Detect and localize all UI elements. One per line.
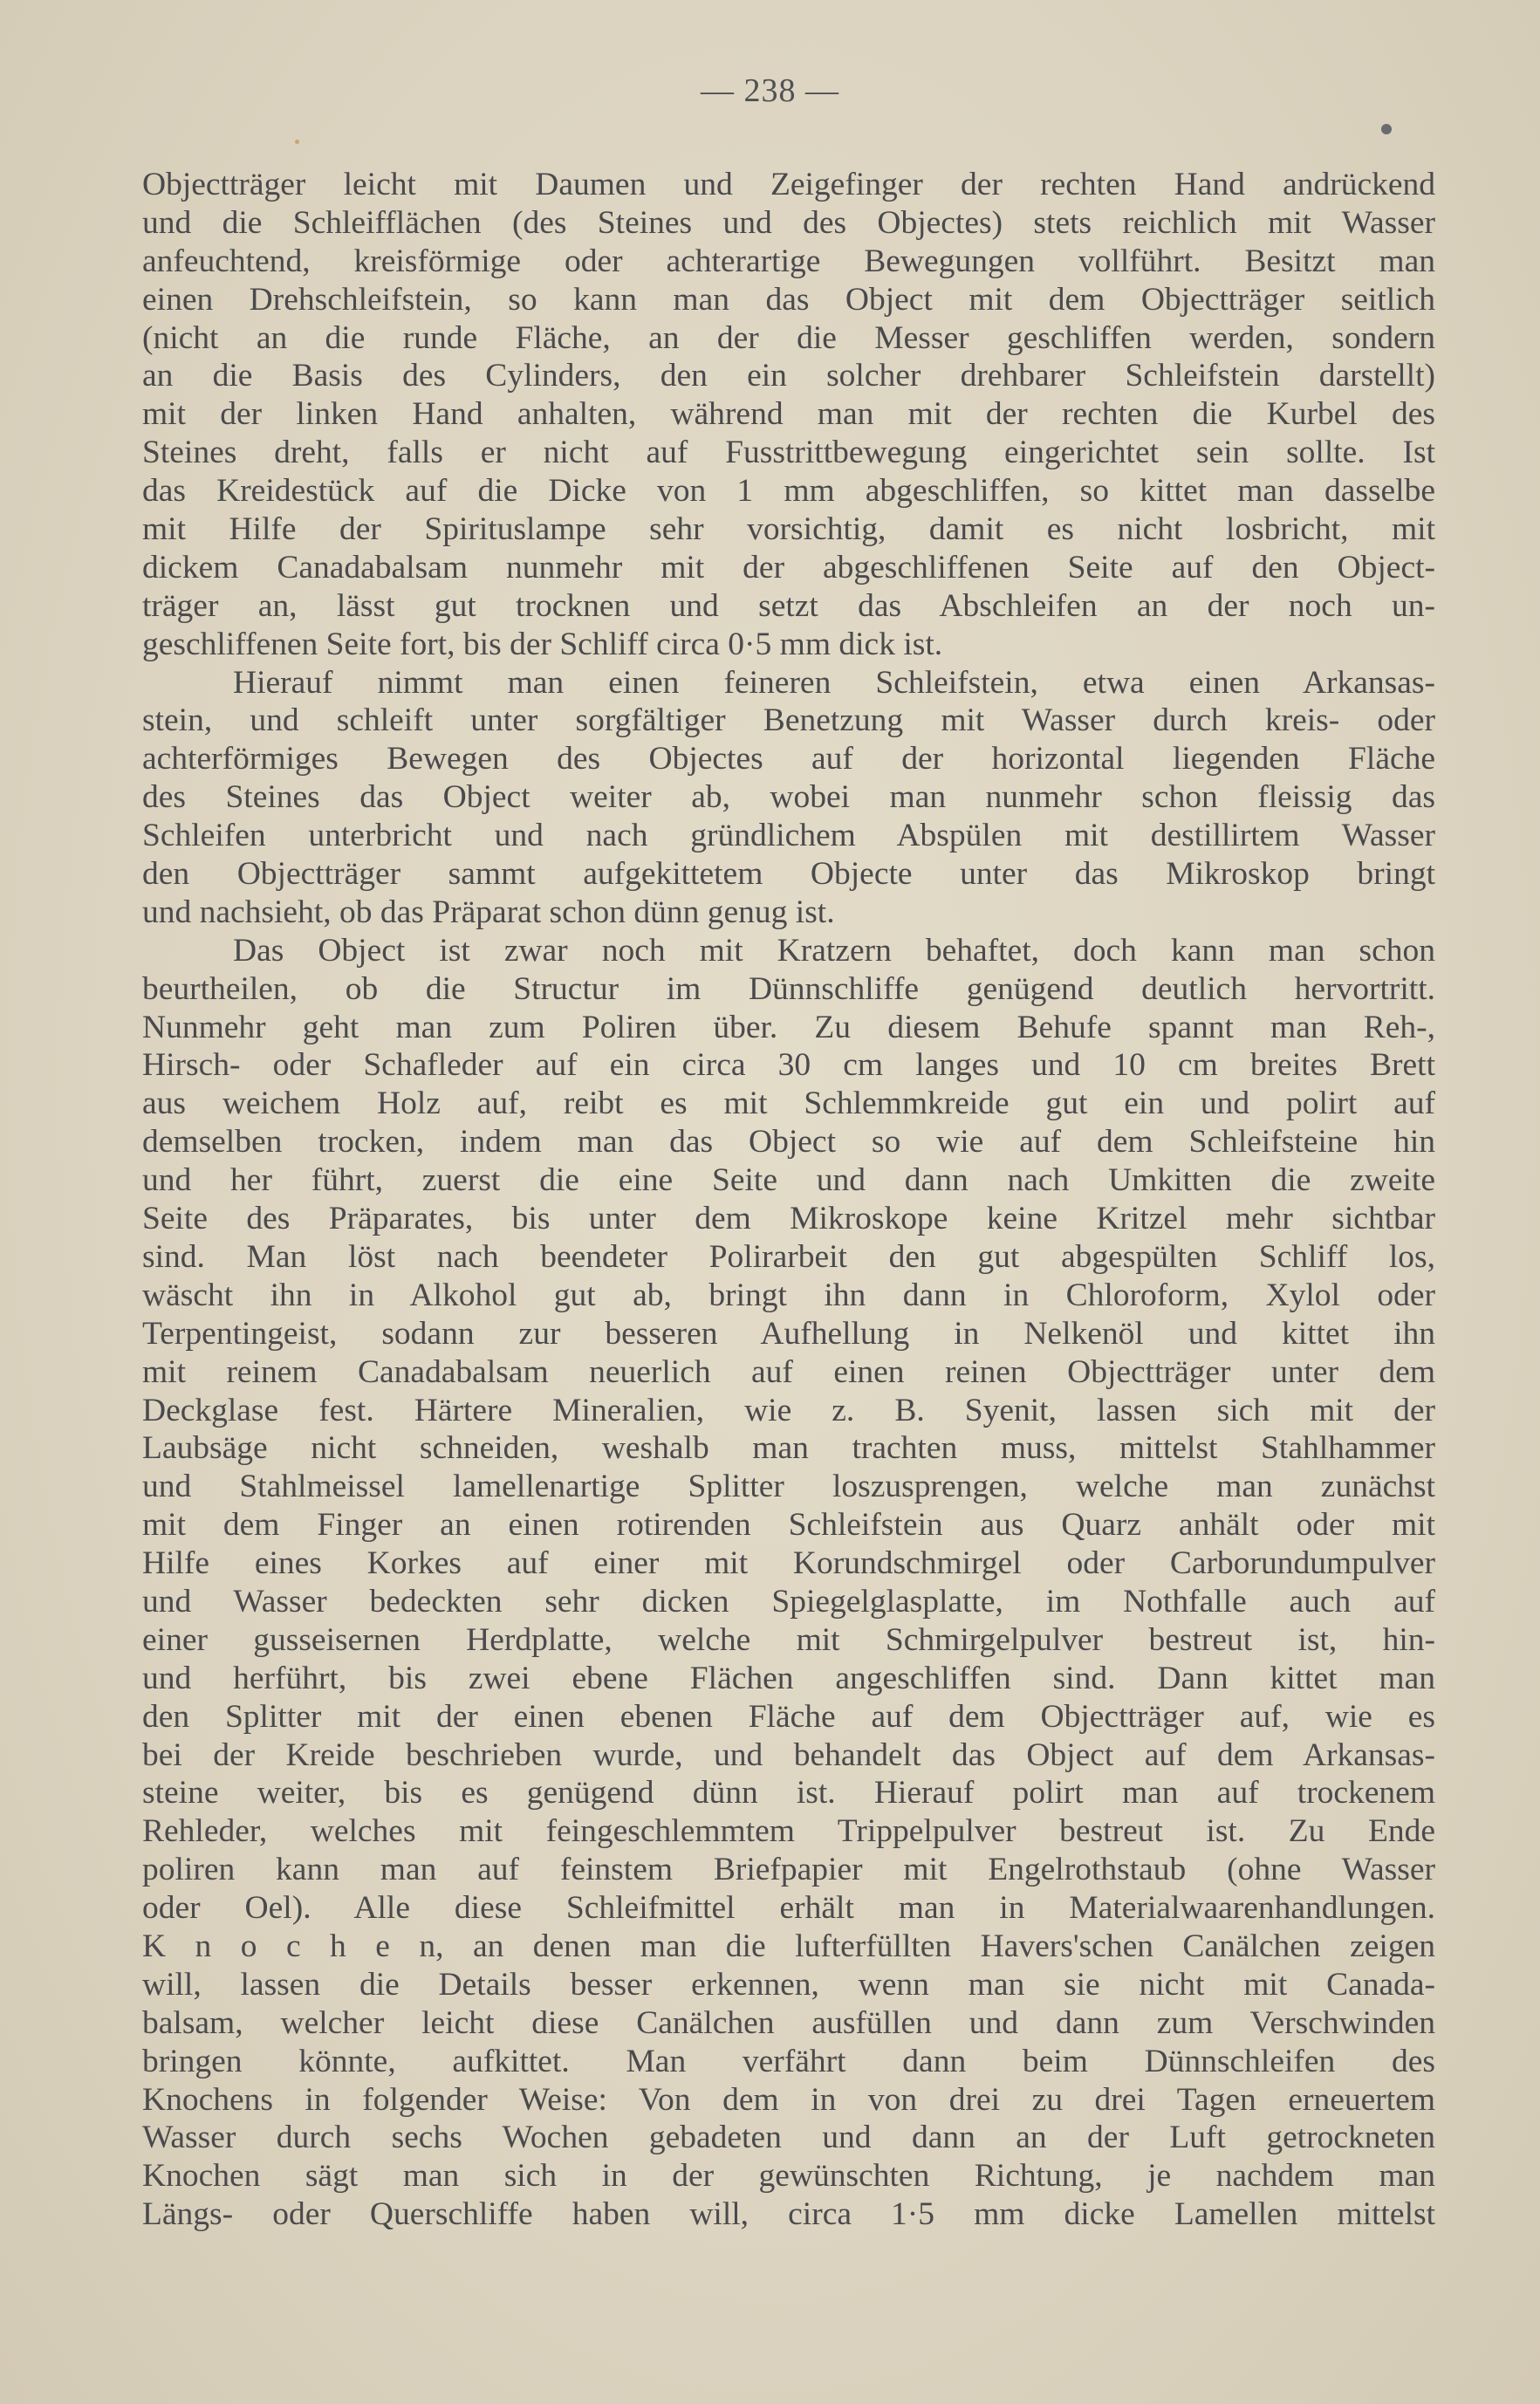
text-line: das Kreidestück auf die Dicke von 1 mm abgeschliffen, so kittet man dasselbe: [142, 473, 1435, 510]
text-line: den Splitter mit der einen ebenen Fläche auf dem Objectträger auf, wie es: [142, 1698, 1435, 1735]
text-line: Das Object ist zwar noch mit Kratzern behaftet, doch kann man schon: [233, 932, 1435, 969]
text-line: und nachsieht, ob das Präparat schon dünn genug ist.: [142, 894, 835, 930]
text-line: wäscht ihn in Alkohol gut ab, bringt ihn dann in Chloroform, Xylol oder: [142, 1277, 1435, 1313]
text-line: sind. Man löst nach beendeter Polirarbeit den gut abgespülten Schliff los,: [142, 1238, 1435, 1275]
text-line: steine weiter, bis es genügend dünn ist. Hierauf polirt man auf trockenem: [142, 1775, 1435, 1812]
text-line: Steines dreht, falls er nicht auf Fusstrittbewegung eingerichtet sein sollte. Ist: [142, 435, 1435, 471]
text-line: Nunmehr geht man zum Poliren über. Zu diesem Behufe spannt man Reh-,: [142, 1009, 1435, 1045]
text-line: achterförmiges Bewegen des Objectes auf der horizontal liegenden Fläche: [142, 741, 1435, 777]
body-text: [142, 166, 1435, 2234]
text-line: mit Hilfe der Spirituslampe sehr vorsichtig, damit es nicht losbricht, mit: [142, 511, 1435, 548]
text-line: träger an, lässt gut trocknen und setzt das Abschleifen an der noch un-: [142, 587, 1435, 624]
text-line: stein, und schleift unter sorgfältiger Benetzung mit Wasser durch kreis- oder: [142, 702, 1435, 739]
text-line: oder Oel). Alle diese Schleifmittel erhält man in Materialwaarenhandlungen.: [142, 1890, 1435, 1927]
text-line: des Steines das Object weiter ab, wobei man nunmehr schon fleissig das: [142, 779, 1435, 816]
text-line: mit der linken Hand anhalten, während man mit der rechten die Kurbel des: [142, 396, 1435, 433]
text-line: einer gusseisernen Herdplatte, welche mit Schmirgelpulver bestreut ist, hin-: [142, 1621, 1435, 1658]
text-line: Hierauf nimmt man einen feineren Schleifstein, etwa einen Arkansas-: [233, 664, 1435, 701]
text-line: und her führt, zuerst die eine Seite und dann nach Umkitten die zweite: [142, 1162, 1435, 1199]
text-line: Hirsch- oder Schafleder auf ein circa 30 cm langes und 10 cm breites Brett: [142, 1047, 1435, 1084]
text-line: Knochens in folgender Weise: Von dem in von drei zu drei Tagen erneuertem: [142, 2081, 1435, 2118]
text-line: Seite des Präparates, bis unter dem Mikroskope keine Kritzel mehr sichtbar: [142, 1201, 1435, 1237]
text-line: bei der Kreide beschrieben wurde, und behandelt das Object auf dem Arkansas-: [142, 1736, 1435, 1773]
page-number: — 238 —: [701, 72, 839, 109]
text-line: balsam, welcher leicht diese Canälchen ausfüllen und dann zum Verschwinden: [142, 2004, 1435, 2041]
text-line: Laubsäge nicht schneiden, weshalb man trachten muss, mittelst Stahlhammer: [142, 1430, 1435, 1467]
text-line: und Stahlmeissel lamellenartige Splitter loszusprengen, welche man zunächst: [142, 1469, 1435, 1505]
text-line: will, lassen die Details besser erkennen, wenn man sie nicht mit Canada-: [142, 1966, 1435, 2003]
text-line: und die Schleifflächen (des Steines und des Objectes) stets reichlich mit Wasser: [142, 204, 1435, 241]
text-line: und herführt, bis zwei ebene Flächen angeschliffen sind. Dann kittet man: [142, 1660, 1435, 1696]
text-line: mit dem Finger an einen rotirenden Schleifstein aus Quarz anhält oder mit: [142, 1507, 1435, 1544]
text-line: den Objectträger sammt aufgekittetem Objecte unter das Mikroskop bringt: [142, 856, 1435, 893]
text-line: Terpentingeist, sodann zur besseren Aufhellung in Nelkenöl und kittet ihn: [142, 1315, 1435, 1352]
text-line: beurtheilen, ob die Structur im Dünnschliffe genügend deutlich hervortritt.: [142, 970, 1435, 1007]
text-line: Wasser durch sechs Wochen gebadeten und dann an der Luft getrockneten: [142, 2120, 1435, 2156]
text-line: Deckglase fest. Härtere Mineralien, wie z. B. Syenit, lassen sich mit der: [142, 1392, 1435, 1428]
text-line: an die Basis des Cylinders, den ein solcher drehbarer Schleifstein darstellt): [142, 358, 1435, 394]
ink-speck: [295, 140, 299, 144]
text-line: Hilfe eines Korkes auf einer mit Korundschmirgel oder Carborundumpulver: [142, 1545, 1435, 1582]
text-line: einen Drehschleifstein, so kann man das Object mit dem Objectträger seitlich: [142, 281, 1435, 318]
text-line: demselben trocken, indem man das Object so wie auf dem Schleifsteine hin: [142, 1124, 1435, 1161]
text-line: und Wasser bedeckten sehr dicken Spiegelglasplatte, im Nothfalle auch auf: [142, 1583, 1435, 1620]
text-line: K n o c h e n, an denen man die lufterfüllten Havers'schen Canälchen zeigen: [142, 1928, 1435, 1964]
text-line: geschliffenen Seite fort, bis der Schliff circa 0·5 mm dick ist.: [142, 626, 943, 662]
text-line: anfeuchtend, kreisförmige oder achterartige Bewegungen vollführt. Besitzt man: [142, 243, 1435, 279]
text-line: aus weichem Holz auf, reibt es mit Schlemmkreide gut ein und polirt auf: [142, 1086, 1435, 1122]
text-line: Rehleder, welches mit feingeschlemmtem Trippelpulver bestreut ist. Zu Ende: [142, 1813, 1435, 1850]
text-line: Schleifen unterbricht und nach gründlichem Abspülen mit destillirtem Wasser: [142, 818, 1435, 854]
text-line: bringen könnte, aufkittet. Man verfährt dann beim Dünnschleifen des: [142, 2043, 1435, 2079]
text-line: Knochen sägt man sich in der gewünschten Richtung, je nachdem man: [142, 2158, 1435, 2195]
text-line: mit reinem Canadabalsam neuerlich auf einen reinen Objectträger unter dem: [142, 1353, 1435, 1390]
text-line: (nicht an die runde Fläche, an der die Messer geschliffen werden, sondern: [142, 319, 1435, 356]
ink-speck: [1381, 124, 1392, 134]
text-line: poliren kann man auf feinstem Briefpapier mit Engelrothstaub (ohne Wasser: [142, 1852, 1435, 1888]
text-line: Objectträger leicht mit Daumen und Zeigefinger der rechten Hand andrückend: [142, 167, 1435, 202]
text-line: dickem Canadabalsam nunmehr mit der abgeschliffenen Seite auf den Object-: [142, 549, 1435, 586]
text-line: Längs- oder Querschliffe haben will, circa 1·5 mm dicke Lamellen mittelst: [142, 2196, 1435, 2233]
